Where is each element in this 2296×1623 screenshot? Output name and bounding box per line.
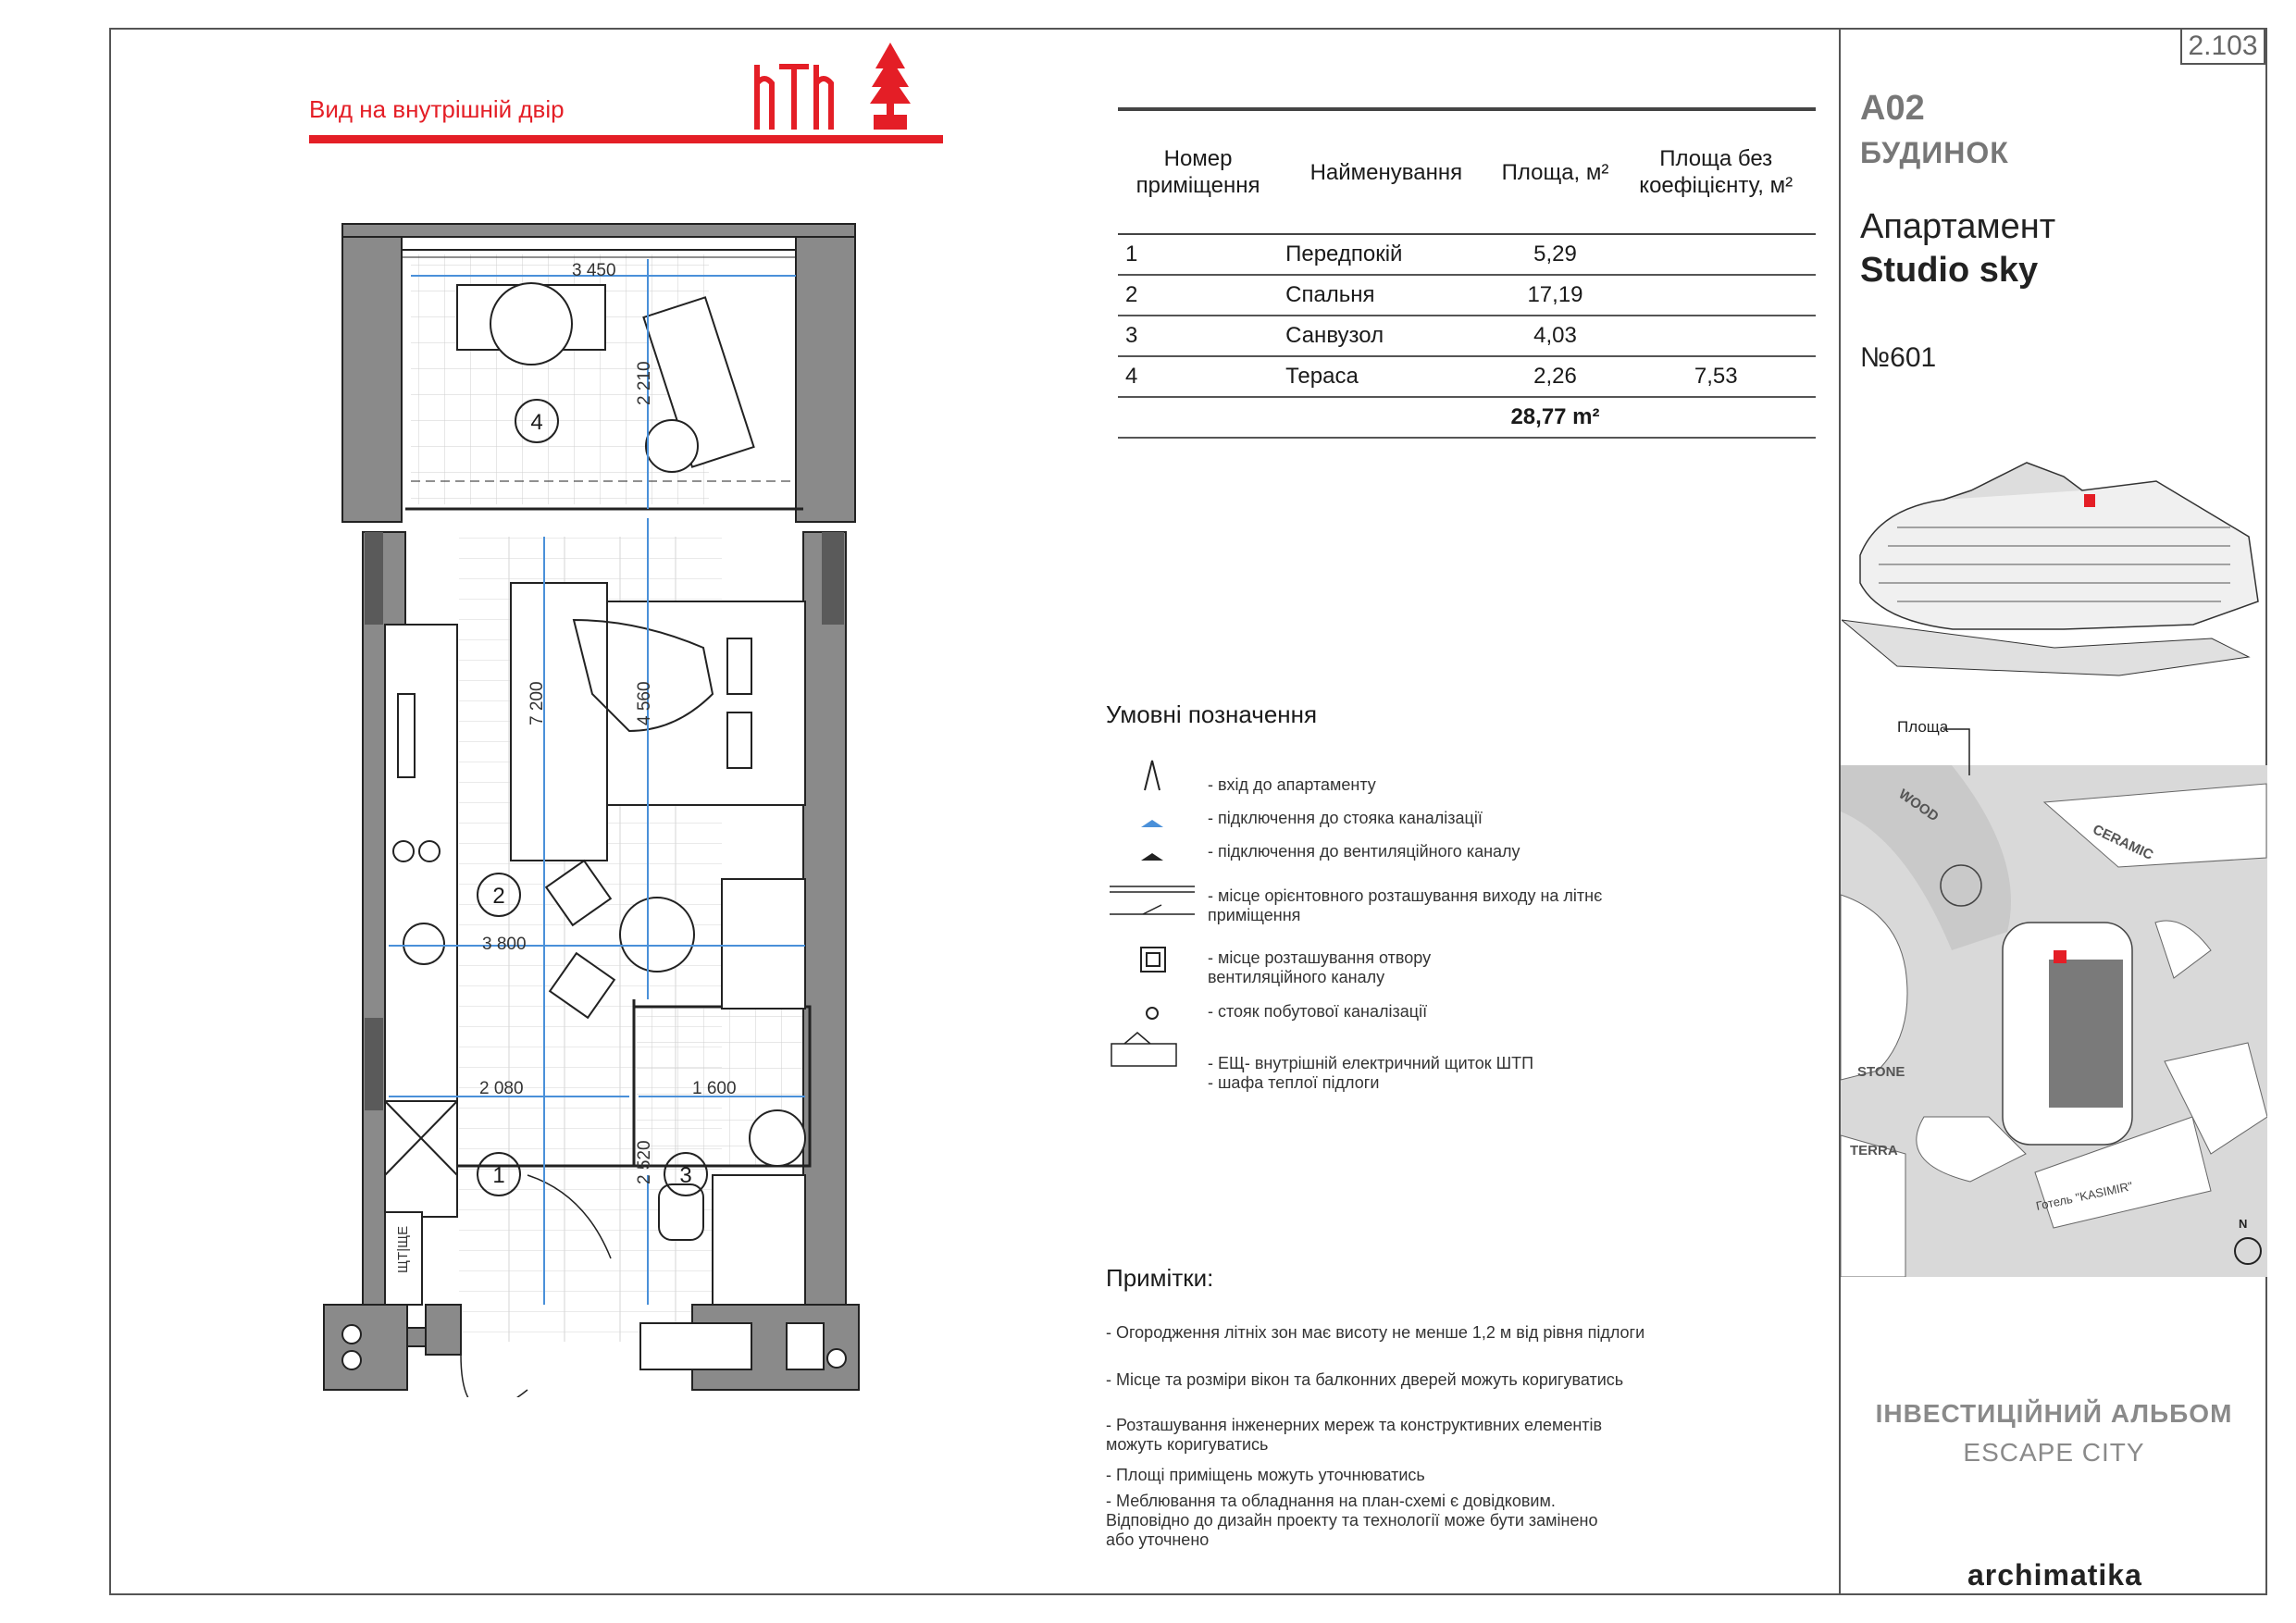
row-area: 4,03 [1495, 316, 1617, 356]
courtyard-icon [751, 37, 948, 137]
legend-item: - стояк побутової каналізації [1208, 1002, 1428, 1021]
archimatika-logo: archimatika [1967, 1558, 2142, 1592]
legend-item: - ЕЩ- внутрішній електричний щиток ШТП - шафа теплої підлоги [1208, 1054, 1534, 1092]
summer-exit-icon [1110, 886, 1195, 914]
row-number: 2 [1118, 275, 1278, 316]
dim-3450: 3 450 [572, 261, 616, 280]
view-label: Вид на внутрішній двір [309, 95, 565, 123]
row-area: 5,29 [1495, 234, 1617, 275]
legend-item: - місце орієнтовного розташування виходу на літнє приміщення [1208, 886, 1603, 924]
row-area-raw [1616, 234, 1816, 275]
building-render [1842, 426, 2267, 703]
album-title: ІНВЕСТИЦІЙНИЙ АЛЬБОМ [1875, 1399, 2233, 1428]
album-subtitle: ESCAPE CITY [1963, 1438, 2145, 1467]
north-icon: N [2239, 1217, 2248, 1231]
sheet-number: 2.103 [2180, 28, 2265, 65]
legend-item: - підключення до вентиляційного каналу [1208, 842, 1520, 861]
room-number-2: 2 [477, 873, 521, 917]
row-name: Спальня [1278, 275, 1494, 316]
col-name: Найменування [1278, 110, 1494, 234]
square-leader [1942, 722, 1979, 777]
row-number: 1 [1118, 234, 1278, 275]
vent-opening-icon [1141, 948, 1165, 972]
table-row [1118, 356, 1816, 397]
table-row [1118, 234, 1816, 275]
map-label-stone: STONE [1857, 1064, 1905, 1080]
row-number: 3 [1118, 316, 1278, 356]
map-label-wood: WOOD [1895, 786, 1942, 825]
note-item: - Площі приміщень можуть уточнюватись [1106, 1466, 1425, 1484]
legend-item: - підключення до стояка каналізації [1208, 809, 1483, 827]
legend-symbols [1106, 757, 1198, 1072]
row-number: 4 [1118, 356, 1278, 397]
col-area: Площа, м² [1495, 110, 1617, 234]
building-label: БУДИНОК [1860, 136, 2009, 169]
table-header [1118, 110, 1816, 234]
room-number-1: 1 [477, 1152, 521, 1196]
panel-icon [1111, 1033, 1176, 1066]
site-map [1841, 765, 2267, 1277]
legend-item: - місце розташування отвору вентиляційного каналу [1208, 948, 1432, 986]
row-name: Тераса [1278, 356, 1494, 397]
dim-2520: 2 520 [635, 1140, 654, 1184]
room-number-3: 3 [664, 1152, 708, 1196]
room-number-4: 4 [515, 399, 559, 443]
note-item: - Меблювання та обладнання на план-схемі є довідковим. Відповідно до дизайн проекту та технології може бути замінено або уточнено [1106, 1492, 1598, 1549]
total-area: 28,77 m² [1495, 397, 1617, 438]
row-area: 2,26 [1495, 356, 1617, 397]
col-area-raw: Площа без коефіцієнту, м² [1616, 110, 1816, 234]
entry-icon [1145, 761, 1160, 790]
row-area: 17,19 [1495, 275, 1617, 316]
floor-plan [315, 213, 888, 1397]
row-name: Передпокій [1278, 234, 1494, 275]
map-label-square: Площа [1897, 718, 1949, 736]
map-label-hotel: Готель "KASIMIR" [2034, 1179, 2134, 1213]
dim-3800: 3 800 [482, 935, 527, 954]
table-row [1118, 316, 1816, 356]
dim-1600: 1 600 [692, 1079, 737, 1098]
sewer-connection-icon [1141, 820, 1163, 827]
map-label-ceramic: CERAMIC [2090, 822, 2156, 863]
note-item: - Місце та розміри вікон та балконних дверей можуть коригуватись [1106, 1370, 1624, 1389]
shtp-label: ЩТ|ЩЕ [395, 1225, 411, 1273]
sewer-riser-icon [1147, 1008, 1158, 1019]
legend-title: Умовні позначення [1106, 700, 1318, 728]
table-row [1118, 275, 1816, 316]
rooms-table [1118, 109, 1816, 439]
dim-7200: 7 200 [527, 681, 547, 725]
apartment-number: №601 [1860, 342, 1937, 373]
row-area-raw [1616, 275, 1816, 316]
map-label-terra: TERRA [1850, 1143, 1898, 1158]
apartment-label: Апартамент [1860, 207, 2056, 246]
dim-2210: 2 210 [635, 361, 654, 405]
table-total-row [1118, 397, 1816, 438]
row-name: Санвузол [1278, 316, 1494, 356]
notes-title: Примітки: [1106, 1264, 1214, 1292]
row-area-raw [1616, 316, 1816, 356]
apartment-name: Studio sky [1860, 251, 2039, 290]
note-item: - Розташування інженерних мереж та конструктивних елементів можуть коригуватись [1106, 1416, 1603, 1454]
legend-item: - вхід до апартаменту [1208, 775, 1376, 794]
building-code: A02 [1860, 89, 1925, 128]
row-area-raw: 7,53 [1616, 356, 1816, 397]
vent-connection-icon [1141, 853, 1163, 861]
col-number: Номер приміщення [1118, 110, 1278, 234]
note-item: - Огородження літніх зон має висоту не менше 1,2 м від рівня підлоги [1106, 1323, 1645, 1342]
dim-2080: 2 080 [479, 1079, 524, 1098]
dim-4560: 4 560 [635, 681, 654, 725]
